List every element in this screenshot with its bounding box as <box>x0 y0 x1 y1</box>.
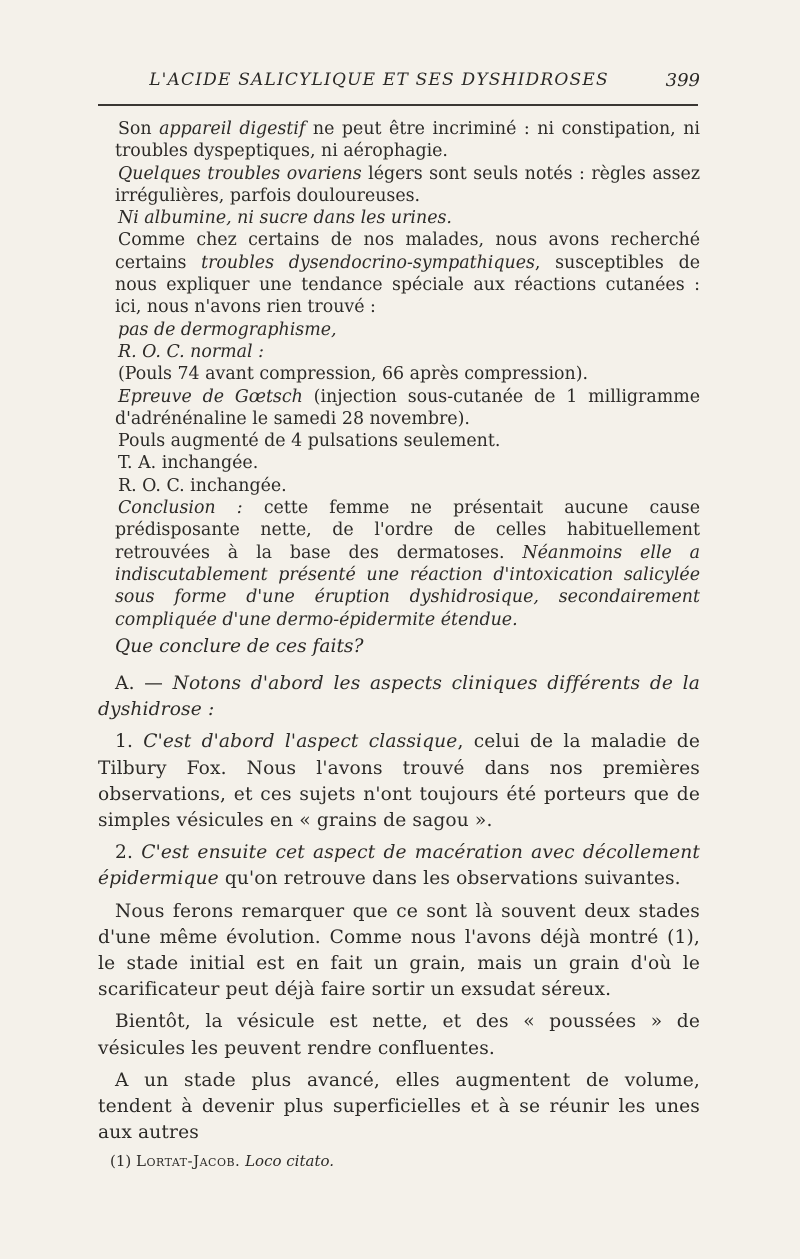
text-run: , celui de la maladie de Tilbury Fox. Nous l'avons trouvé dans nos premières observations, et ces sujets n'ont toujours été porteurs que de simples vésicules en « grains de sagou ». <box>98 731 700 832</box>
paragraph-vesicle: Bientôt, la vésicule est nette, et des « poussées » de vésicules les peuvent rendre confluentes. <box>98 1011 700 1059</box>
paragraph-ta: T. A. inchangée. <box>118 453 259 474</box>
list-number: 2. <box>115 842 142 864</box>
text-run: légers sont seuls notés : règles assez irrégulières, parfois douloureuses. <box>115 163 700 206</box>
header-rule <box>98 104 698 106</box>
emphasis-run: Quelques troubles ovariens <box>118 163 362 184</box>
paragraph-pulse: (Pouls 74 avant compression, 66 après compression). <box>118 364 589 385</box>
text-run: qu'on retrouve dans les observations suivantes. <box>218 868 681 890</box>
paragraph-classic-aspect <box>98 729 700 834</box>
emphasis-run: C'est d'abord l'aspect classique <box>143 731 458 753</box>
paragraph-aspects <box>98 671 700 723</box>
lower-body-text <box>98 671 700 1146</box>
emphasis-run: Notons d'abord les aspects cliniques différents de la dyshidrose : <box>98 673 701 721</box>
section-title: Que conclure de ces faits? <box>115 636 364 657</box>
paragraph-pulse-increase: Pouls augmenté de 4 pulsations seulement. <box>118 431 501 452</box>
page-number: 399 <box>665 70 700 91</box>
paragraph-stages: Nous ferons remarquer que ce sont là souvent deux stades d'une même évolution. Comme nous l'avons déjà montré (1), le stade initial est en fait un grain, mais un grain d'où le scarificateur peut déjà faire sortir un exsudat séreux. <box>98 900 700 1001</box>
text-run: Comme chez certains de nos malades, nous avons recherché certains <box>115 230 700 273</box>
emphasis-run: Néanmoins elle a indiscutablement présenté une réaction d'intoxication salicylée sous forme d'une éruption dyshidrosique, secondairement compliquée d'une dermo-épidermite étendue. <box>115 542 701 630</box>
footnote-reference: Loco citato. <box>240 1152 335 1170</box>
text-run: cette femme ne présentait aucune cause prédisposante nette, de l'ordre de celles habituellement retrouvées à la base des dermatoses. <box>115 498 700 563</box>
paragraph-maceration-aspect <box>98 840 700 892</box>
emphasis-run: Conclusion : <box>118 498 243 519</box>
paragraph-goetsch <box>115 386 700 431</box>
text-run: ne peut être incriminé : ni constipation, ni troubles dyspeptiques, ni aérophagie. <box>115 119 700 162</box>
text-run: Son <box>118 119 160 139</box>
upper-body-text <box>115 118 700 631</box>
page-header <box>98 70 700 102</box>
paragraph-digestive <box>115 118 700 163</box>
paragraph-dermographism: pas de dermographisme, <box>118 319 337 340</box>
footnote <box>110 1152 334 1170</box>
text-run: (injection sous-cutanée de 1 milligramme d'adrénénaline le samedi 28 novembre). <box>115 386 701 429</box>
list-number: 1. <box>115 731 144 753</box>
footnote-number: (1) <box>110 1152 137 1170</box>
emphasis-run: C'est ensuite cet aspect de macération avec décollement épidermique <box>98 842 701 890</box>
emphasis-run: Epreuve de Gœtsch <box>118 386 303 407</box>
emphasis-run: troubles dysendocrino-sympathiques <box>201 252 535 273</box>
running-title: L'ACIDE SALICYLIQUE ET SES DYSHIDROSES <box>149 70 609 90</box>
paragraph-conclusion <box>115 497 700 631</box>
paragraph-advanced-stage: A un stade plus avancé, elles augmentent de volume, tendent à devenir plus superficielles et à se réunir les unes aux autres <box>98 1069 700 1144</box>
text-run: , susceptibles de nous expliquer une tendance spéciale aux réactions cutanées : ici, nous n'avons rien trouvé : <box>115 252 701 318</box>
paragraph-roc-unchanged: R. O. C. inchangée. <box>118 475 287 496</box>
paragraph-roc: R. O. C. normal : <box>118 341 264 362</box>
emphasis-run: appareil digestif <box>159 119 306 139</box>
paragraph-ovarian <box>115 163 700 208</box>
text-run: A. — <box>115 673 173 694</box>
footnote-author: Lortat-Jacob. <box>136 1152 241 1170</box>
paragraph-endocrine <box>115 229 700 318</box>
paragraph-urine: Ni albumine, ni sucre dans les urines. <box>118 208 452 229</box>
